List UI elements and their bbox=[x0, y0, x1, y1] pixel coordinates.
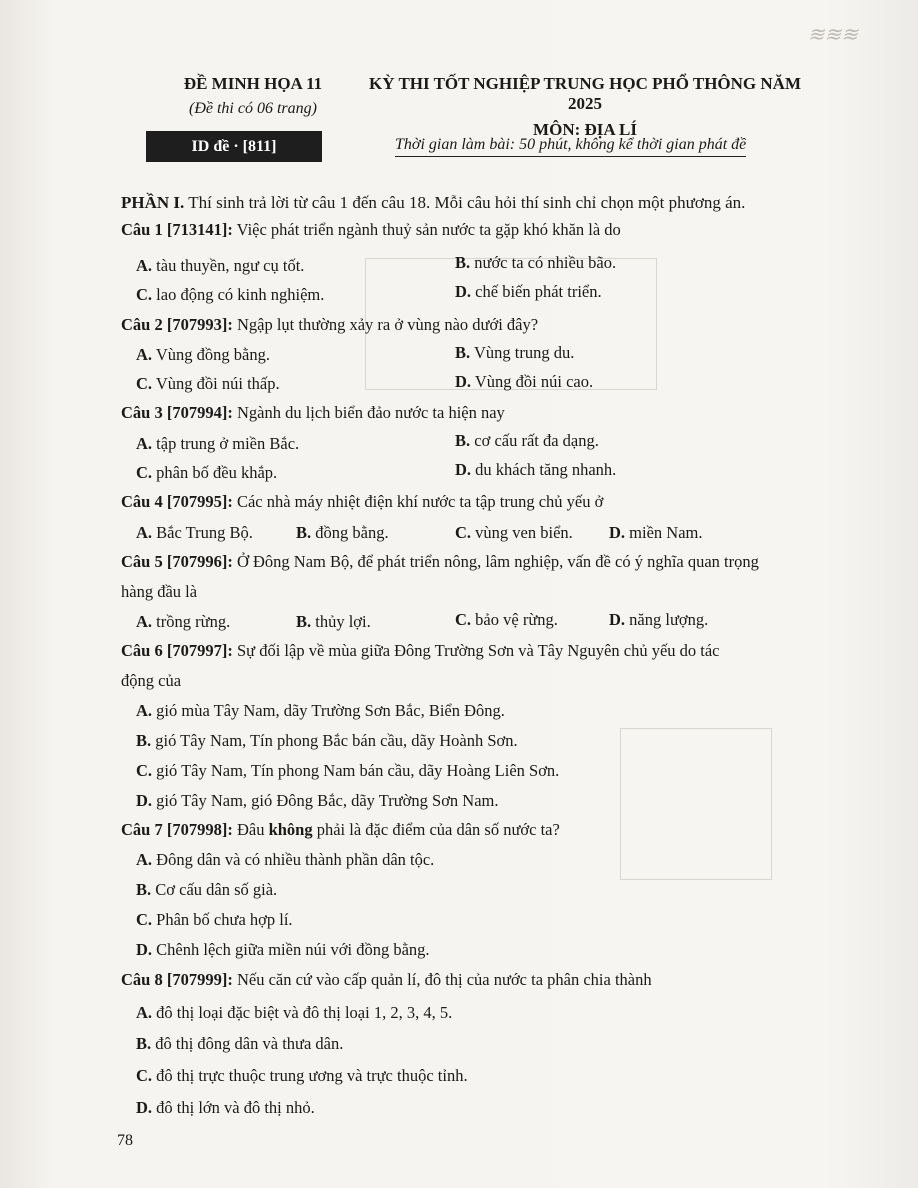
question-label: Câu 7 [707998]: bbox=[121, 820, 233, 839]
option-b: B. Vùng trung du. bbox=[455, 343, 575, 362]
option-b: B. cơ cấu rất đa dạng. bbox=[455, 431, 599, 450]
option-a: A. tàu thuyền, ngư cụ tốt. bbox=[136, 256, 305, 275]
question-3 bbox=[121, 403, 505, 423]
option-a: A. Vùng đồng bằng. bbox=[136, 345, 270, 364]
question-5-cont: hàng đầu là bbox=[121, 582, 198, 601]
bleed-through-table bbox=[620, 728, 772, 880]
question-label: Câu 1 [713141]: bbox=[121, 220, 233, 239]
option-d: D. gió Tây Nam, gió Đông Bắc, dãy Trường Sơn Nam. bbox=[136, 791, 499, 810]
exam-id-badge: ID đề · [811] bbox=[146, 131, 322, 162]
question-6 bbox=[121, 641, 720, 661]
option-c: C. vùng ven biển. bbox=[455, 523, 573, 542]
option-b: B. thủy lợi. bbox=[296, 612, 371, 631]
question-label: Câu 5 [707996]: bbox=[121, 552, 233, 571]
option-c: C. phân bố đều khắp. bbox=[136, 463, 278, 482]
question-2 bbox=[121, 315, 538, 335]
option-d: D. du khách tăng nhanh. bbox=[455, 460, 617, 479]
option-a: A. đô thị loại đặc biệt và đô thị loại 1, 2, 3, 4, 5. bbox=[136, 1003, 453, 1022]
exam-title: KỲ THI TỐT NGHIỆP TRUNG HỌC PHỔ THÔNG NĂM 2025 bbox=[369, 74, 801, 113]
question-label: Câu 2 [707993]: bbox=[121, 315, 233, 334]
question-4 bbox=[121, 492, 603, 512]
pages-note: (Đề thi có 06 trang) bbox=[189, 100, 317, 117]
subject-label: MÔN: ĐỊA LÍ bbox=[533, 120, 637, 139]
option-a: A. gió mùa Tây Nam, dãy Trường Sơn Bắc, Biển Đông. bbox=[136, 701, 505, 720]
option-d: D. miền Nam. bbox=[609, 523, 703, 542]
option-c: C. Vùng đồi núi thấp. bbox=[136, 374, 280, 393]
option-b: B. đồng bằng. bbox=[296, 523, 389, 542]
option-d: D. năng lượng. bbox=[609, 610, 709, 629]
question-text: Ngành du lịch biển đảo nước ta hiện nay bbox=[232, 403, 505, 422]
part-text: Thí sinh trả lời từ câu 1 đến câu 18. Mỗi câu hỏi thí sinh chỉ chọn một phương án. bbox=[184, 193, 746, 212]
time-note: Thời gian làm bài: 50 phút, không kể thời gian phát đề bbox=[395, 136, 746, 157]
question-6-cont: động của bbox=[121, 671, 182, 690]
option-d: D. Vùng đồi núi cao. bbox=[455, 372, 594, 391]
option-c: C. Phân bố chưa hợp lí. bbox=[136, 910, 293, 929]
option-d: D. đô thị lớn và đô thị nhỏ. bbox=[136, 1098, 315, 1117]
option-d: D. chế biến phát triển. bbox=[455, 282, 602, 301]
part-label: PHẦN I. bbox=[121, 193, 185, 212]
option-c: C. gió Tây Nam, Tín phong Nam bán cầu, dãy Hoàng Liên Sơn. bbox=[136, 761, 560, 780]
question-1 bbox=[121, 220, 621, 240]
option-b: B. nước ta có nhiều bão. bbox=[455, 253, 617, 272]
bleed-through-logo: ≋≋≋ bbox=[807, 24, 858, 46]
question-text: Ở Đông Nam Bộ, để phát triển nông, lâm nghiệp, vấn đề có ý nghĩa quan trọng bbox=[232, 552, 759, 571]
question-label: Câu 4 [707995]: bbox=[121, 492, 233, 511]
option-a: A. Bắc Trung Bộ. bbox=[136, 523, 253, 542]
question-7: Câu 7 [707998]: Đâu không phải là đặc điểm của dân số nước ta? bbox=[121, 820, 560, 839]
option-b: B. đô thị đông dân và thưa dân. bbox=[136, 1034, 344, 1053]
question-text: Sự đối lập về mùa giữa Đông Trường Sơn và Tây Nguyên chủ yếu do tác bbox=[232, 641, 720, 660]
negation-keyword: không bbox=[268, 820, 313, 839]
option-c: C. lao động có kinh nghiệm. bbox=[136, 285, 325, 304]
option-b: B. Cơ cấu dân số già. bbox=[136, 880, 278, 899]
option-c: C. bảo vệ rừng. bbox=[455, 610, 558, 629]
question-text: Nếu căn cứ vào cấp quản lí, đô thị của nước ta phân chia thành bbox=[232, 970, 652, 989]
part-instruction bbox=[121, 193, 745, 213]
option-c: C. đô thị trực thuộc trung ương và trực thuộc tỉnh. bbox=[136, 1066, 468, 1085]
question-text: Việc phát triển ngành thuỷ sản nước ta gặp khó khăn là do bbox=[232, 220, 621, 239]
question-label: Câu 3 [707994]: bbox=[121, 403, 233, 422]
option-a: A. trồng rừng. bbox=[136, 612, 231, 631]
option-a: A. tập trung ở miền Bắc. bbox=[136, 434, 300, 453]
page-number: 78 bbox=[117, 1132, 133, 1149]
option-a: A. Đông dân và có nhiều thành phần dân tộc. bbox=[136, 850, 435, 869]
exam-header-left bbox=[163, 74, 343, 118]
question-label: Câu 6 [707997]: bbox=[121, 641, 233, 660]
question-text: Ngập lụt thường xảy ra ở vùng nào dưới đây? bbox=[232, 315, 539, 334]
option-d: D. Chênh lệch giữa miền núi với đồng bằng. bbox=[136, 940, 430, 959]
question-text: Các nhà máy nhiệt điện khí nước ta tập trung chủ yếu ở bbox=[232, 492, 604, 511]
exam-code: ĐỀ MINH HỌA 11 bbox=[183, 74, 323, 93]
option-b: B. gió Tây Nam, Tín phong Bắc bán cầu, dãy Hoành Sơn. bbox=[136, 731, 518, 750]
exam-header-right bbox=[355, 74, 815, 140]
question-8 bbox=[121, 970, 652, 990]
question-label: Câu 8 [707999]: bbox=[121, 970, 233, 989]
question-5 bbox=[121, 552, 759, 572]
